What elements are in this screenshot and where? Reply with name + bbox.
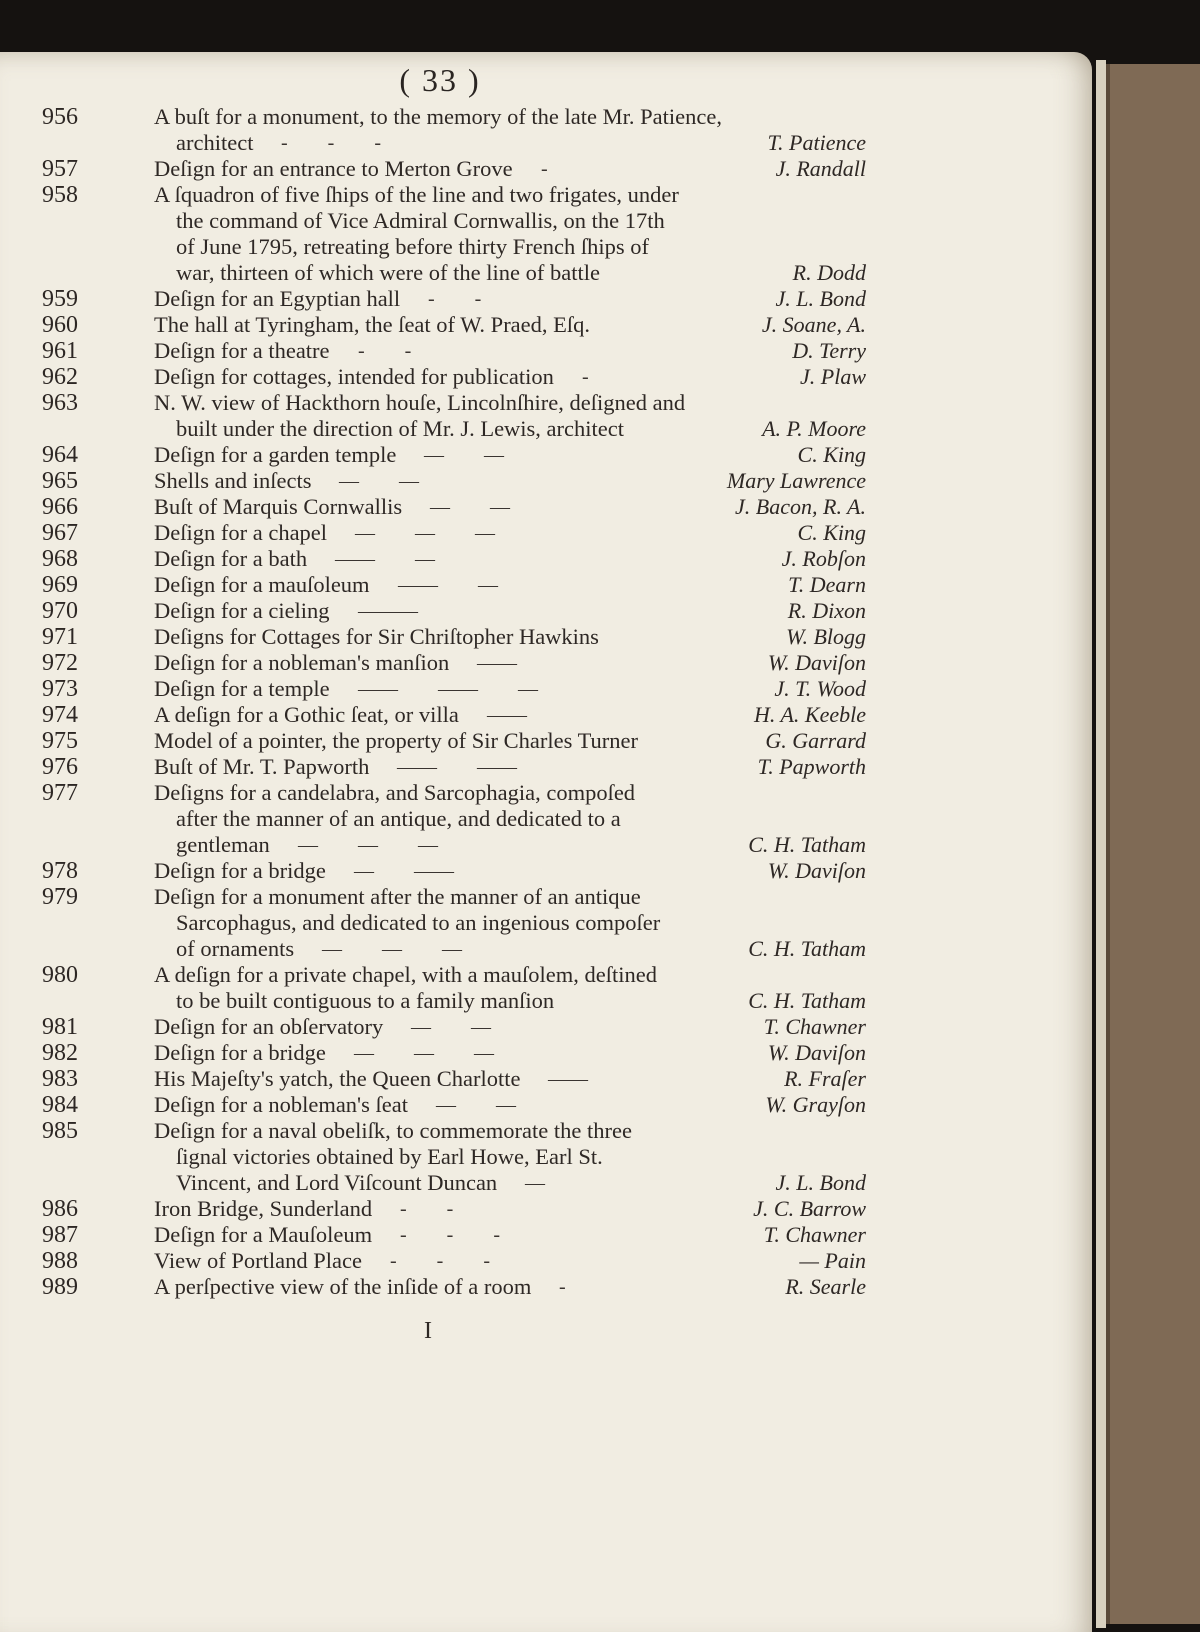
entry-title-text: Deſign for an entrance to Merton Grove: [154, 156, 513, 181]
entry-title-text: of ornaments: [176, 936, 295, 961]
entry-title-text: Deſigns for Cottages for Sir Chriſtopher Hawkins: [154, 624, 599, 649]
entry-title-text: Buſt of Marquis Cornwallis: [154, 494, 403, 519]
entry-number: 971: [42, 624, 78, 650]
leader-dashes: — —: [430, 496, 510, 518]
entry-line: [154, 1066, 880, 1092]
entry-body: [154, 468, 880, 494]
entry-number: 957: [42, 156, 78, 182]
artist-name: C. King: [797, 442, 866, 467]
entry-title-text: A deſign for a private chapel, with a mauſolem, deſtined: [154, 962, 657, 987]
catalogue-entry: [0, 312, 880, 338]
entry-number: 972: [42, 650, 78, 676]
entry-title-text: A buſt for a monument, to the memory of the late Mr. Patience,: [154, 104, 722, 129]
entry-number: 982: [42, 1040, 78, 1066]
entry-title-text: Deſign for a theatre: [154, 338, 330, 363]
entry-body: [154, 494, 880, 520]
entry-line: [154, 858, 880, 884]
catalogue-entry: [0, 338, 880, 364]
catalogue-entry: [0, 1014, 880, 1040]
artist-name: A. P. Moore: [762, 416, 866, 441]
entry-line: [154, 676, 880, 702]
entry-line: [154, 312, 880, 338]
entry-body: [154, 572, 880, 598]
catalogue-entry: [0, 286, 880, 312]
entry-body: [154, 650, 880, 676]
catalogue-entry: [0, 1040, 880, 1066]
artist-name: J. L. Bond: [775, 1170, 866, 1195]
entry-number: 962: [42, 364, 78, 390]
page-edges: [1096, 60, 1106, 1628]
entry-body: [154, 104, 880, 156]
entry-title-text: built under the direction of Mr. J. Lewis, architect: [176, 416, 625, 441]
catalogue-entry: [0, 780, 880, 858]
artist-name: R. Fraſer: [784, 1066, 866, 1091]
entry-body: [154, 624, 880, 650]
entry-body: [154, 390, 880, 442]
entry-line: [154, 962, 880, 988]
entry-line: [154, 286, 880, 312]
entry-title-text: of June 1795, retreating before thirty French ſhips of: [176, 234, 649, 259]
artist-name: J. Plaw: [800, 364, 866, 389]
entry-line: [154, 1040, 880, 1066]
entry-number: 988: [42, 1248, 78, 1274]
entry-title-text: N. W. view of Hackthorn houſe, Lincolnſhire, deſigned and: [154, 390, 686, 415]
entry-title-text: A ſquadron of five ſhips of the line and two frigates, under: [154, 182, 679, 207]
entry-number: 977: [42, 780, 78, 806]
catalogue-entry: [0, 1118, 880, 1196]
artist-name: J. Randall: [775, 156, 866, 181]
leader-dashes: — —: [411, 1016, 491, 1038]
catalogue-entry: [0, 546, 880, 572]
leader-dashes: —— —: [398, 574, 498, 596]
entry-line: [154, 416, 880, 442]
artist-name: T. Chawner: [763, 1222, 866, 1247]
entry-body: [154, 1118, 880, 1196]
artist-name: G. Garrard: [765, 728, 866, 753]
catalogue-entry: [0, 572, 880, 598]
leader-dashes: - -: [358, 340, 412, 362]
artist-name: J. T. Wood: [774, 676, 866, 701]
entry-title-text: the command of Vice Admiral Cornwallis, on the 17th: [176, 208, 665, 233]
leader-dashes: - - -: [400, 1224, 500, 1246]
entry-title-text: Deſign for a Mauſoleum: [154, 1222, 373, 1247]
entry-line: [154, 702, 880, 728]
leader-dashes: — — —: [322, 938, 462, 960]
artist-name: T. Patience: [767, 130, 866, 155]
entry-body: [154, 1066, 880, 1092]
artist-name: — Pain: [799, 1248, 866, 1273]
entry-line: [154, 234, 880, 260]
catalogue-entry: [0, 156, 880, 182]
artist-name: R. Dodd: [792, 260, 866, 285]
entry-body: [154, 1248, 880, 1274]
entry-line: [154, 624, 880, 650]
entry-number: 984: [42, 1092, 78, 1118]
entry-body: [154, 442, 880, 468]
entry-title-text: architect: [176, 130, 254, 155]
entry-title-text: war, thirteen of which were of the line of battle: [176, 260, 600, 285]
entry-body: [154, 1092, 880, 1118]
entry-line: [154, 988, 880, 1014]
entry-title-text: Buſt of Mr. T. Papworth: [154, 754, 370, 779]
catalogue-entry: [0, 1196, 880, 1222]
catalogue-entry: [0, 624, 880, 650]
entry-body: [154, 884, 880, 962]
entry-body: [154, 338, 880, 364]
entry-line: [154, 1248, 880, 1274]
artist-name: D. Terry: [792, 338, 866, 363]
leader-dashes: —— —— —: [358, 678, 538, 700]
entry-number: 989: [42, 1274, 78, 1300]
entry-line: [154, 1170, 880, 1196]
artist-name: W. Daviſon: [767, 1040, 866, 1065]
catalogue-entry: [0, 1222, 880, 1248]
leader-dashes: — ——: [354, 860, 454, 882]
entry-body: [154, 754, 880, 780]
entry-title-text: The hall at Tyringham, the ſeat of W. Praed, Eſq.: [154, 312, 591, 337]
entry-number: 956: [42, 104, 78, 130]
entry-title-text: Deſign for an obſervatory: [154, 1014, 384, 1039]
entry-number: 974: [42, 702, 78, 728]
entry-number: 980: [42, 962, 78, 988]
entry-body: [154, 962, 880, 1014]
entry-line: [154, 1144, 880, 1170]
entry-line: [154, 1014, 880, 1040]
entry-body: [154, 286, 880, 312]
entry-line: [154, 390, 880, 416]
artist-name: W. Grayſon: [765, 1092, 866, 1117]
artist-name: J. Soane, A.: [761, 312, 866, 337]
entry-number: 976: [42, 754, 78, 780]
entry-number: 960: [42, 312, 78, 338]
entry-number: 981: [42, 1014, 78, 1040]
entry-title-text: Deſigns for a candelabra, and Sarcophagia, compoſed: [154, 780, 636, 805]
catalogue-entry: [0, 442, 880, 468]
leader-dashes: ——: [487, 704, 527, 726]
entry-number: 986: [42, 1196, 78, 1222]
book-cover-board: [1104, 64, 1200, 1624]
leader-dashes: -: [559, 1276, 566, 1298]
leader-dashes: -: [582, 366, 589, 388]
entry-title-text: Deſign for a bridge: [154, 1040, 326, 1065]
entry-body: [154, 182, 880, 286]
entry-line: [154, 910, 880, 936]
entry-body: [154, 1274, 880, 1300]
entry-line: [154, 1092, 880, 1118]
entry-number: 968: [42, 546, 78, 572]
entry-body: [154, 598, 880, 624]
entry-body: [154, 780, 880, 858]
leader-dashes: ——: [477, 652, 517, 674]
artist-name: C. H. Tatham: [748, 936, 866, 961]
entry-line: [154, 364, 880, 390]
leader-dashes: — — —: [355, 522, 495, 544]
leader-dashes: -: [541, 158, 548, 180]
entry-title-text: Model of a pointer, the property of Sir Charles Turner: [154, 728, 639, 753]
entry-body: [154, 1040, 880, 1066]
leader-dashes: ——: [548, 1068, 588, 1090]
artist-name: W. Blogg: [786, 624, 866, 649]
entry-title-text: View of Portland Place: [154, 1248, 362, 1273]
entry-body: [154, 156, 880, 182]
entry-number: 987: [42, 1222, 78, 1248]
artist-name: C. H. Tatham: [748, 832, 866, 857]
entry-number: 966: [42, 494, 78, 520]
entry-line: [154, 1118, 880, 1144]
signature-mark: I: [424, 1318, 432, 1344]
entry-line: [154, 650, 880, 676]
artist-name: W. Daviſon: [767, 650, 866, 675]
entry-body: [154, 1014, 880, 1040]
entry-number: 964: [42, 442, 78, 468]
artist-name: J. L. Bond: [775, 286, 866, 311]
entry-line: [154, 130, 880, 156]
catalogue-entry: [0, 754, 880, 780]
leader-dashes: —— —: [335, 548, 435, 570]
entry-number: 967: [42, 520, 78, 546]
entry-line: [154, 884, 880, 910]
entry-line: [154, 520, 880, 546]
leader-dashes: — —: [436, 1094, 516, 1116]
entry-body: [154, 676, 880, 702]
entry-title-text: Deſign for a bath: [154, 546, 308, 571]
catalogue-entry: [0, 104, 880, 156]
entry-number: 985: [42, 1118, 78, 1144]
catalogue-entry: [0, 1274, 880, 1300]
entry-body: [154, 546, 880, 572]
catalogue-entry: [0, 1066, 880, 1092]
catalogue-entry: [0, 598, 880, 624]
catalogue-entry: [0, 364, 880, 390]
entry-line: [154, 156, 880, 182]
entry-line: [154, 338, 880, 364]
catalogue-entry: [0, 650, 880, 676]
entry-title-text: Deſign for a bridge: [154, 858, 326, 883]
catalogue-entry: [0, 962, 880, 1014]
artist-name: T. Dearn: [788, 572, 866, 597]
entry-line: [154, 494, 880, 520]
entry-title-text: Deſign for a nobleman's manſion: [154, 650, 450, 675]
artist-name: W. Daviſon: [767, 858, 866, 883]
catalogue-entry: [0, 884, 880, 962]
catalogue-entry: [0, 1092, 880, 1118]
entry-title-text: Deſign for cottages, intended for publication: [154, 364, 554, 389]
page-number: ( 33 ): [399, 62, 481, 98]
entry-title-text: Deſign for an Egyptian hall: [154, 286, 401, 311]
entry-number: 973: [42, 676, 78, 702]
catalogue-entry: [0, 858, 880, 884]
entry-title-text: Vincent, and Lord Viſcount Duncan: [176, 1170, 498, 1195]
entry-line: [154, 806, 880, 832]
entry-title-text: Deſign for a mauſoleum: [154, 572, 370, 597]
leader-dashes: — —: [424, 444, 504, 466]
artist-name: J. Robſon: [781, 546, 866, 571]
leader-dashes: ———: [358, 600, 418, 622]
entry-number: 969: [42, 572, 78, 598]
catalogue-entry: [0, 468, 880, 494]
artist-name: J. Bacon, R. A.: [735, 494, 866, 519]
entry-title-text: A perſpective view of the inſide of a room: [154, 1274, 532, 1299]
entry-line: [154, 780, 880, 806]
leader-dashes: - - -: [390, 1250, 490, 1272]
entry-line: [154, 182, 880, 208]
entry-body: [154, 364, 880, 390]
artist-name: T. Chawner: [763, 1014, 866, 1039]
entry-number: 978: [42, 858, 78, 884]
entry-title-text: Deſign for a chapel: [154, 520, 328, 545]
catalogue-entries: [0, 104, 880, 1300]
entry-number: 975: [42, 728, 78, 754]
entry-title-text: Deſign for a nobleman's ſeat: [154, 1092, 408, 1117]
entry-line: [154, 1274, 880, 1300]
entry-number: 965: [42, 468, 78, 494]
entry-line: [154, 754, 880, 780]
catalogue-entry: [0, 390, 880, 442]
entry-number: 983: [42, 1066, 78, 1092]
entry-line: [154, 936, 880, 962]
catalogue-entry: [0, 702, 880, 728]
catalogue-entry: [0, 182, 880, 286]
entry-line: [154, 728, 880, 754]
entry-line: [154, 546, 880, 572]
entry-body: [154, 312, 880, 338]
entry-line: [154, 1196, 880, 1222]
artist-name: C. King: [797, 520, 866, 545]
catalogue-entry: [0, 728, 880, 754]
entry-title-text: Deſign for a naval obeliſk, to commemorate the three: [154, 1118, 632, 1143]
entry-title-text: after the manner of an antique, and dedicated to a: [176, 806, 621, 831]
entry-title-text: gentleman: [176, 832, 270, 857]
entry-body: [154, 1222, 880, 1248]
catalogue-entry: [0, 676, 880, 702]
entry-line: [154, 260, 880, 286]
leader-dashes: — —: [339, 470, 419, 492]
leader-dashes: - -: [400, 1198, 454, 1220]
leader-dashes: - - -: [281, 132, 381, 154]
entry-number: 958: [42, 182, 78, 208]
entry-title-text: Iron Bridge, Sunderland: [154, 1196, 373, 1221]
entry-line: [154, 832, 880, 858]
artist-name: Mary Lawrence: [726, 468, 866, 493]
leader-dashes: — — —: [298, 834, 438, 856]
entry-title-text: A deſign for a Gothic ſeat, or villa: [154, 702, 459, 727]
leader-dashes: —— ——: [397, 756, 517, 778]
artist-name: T. Papworth: [757, 754, 866, 779]
entry-line: [154, 1222, 880, 1248]
entry-line: [154, 208, 880, 234]
entry-line: [154, 104, 880, 130]
entry-body: [154, 858, 880, 884]
leader-dashes: —: [525, 1172, 545, 1194]
entry-number: 961: [42, 338, 78, 364]
entry-title-text: Deſign for a monument after the manner of an antique: [154, 884, 641, 909]
entry-title-text: to be built contiguous to a family manſion: [176, 988, 555, 1013]
entry-body: [154, 1196, 880, 1222]
entry-line: [154, 572, 880, 598]
entry-body: [154, 728, 880, 754]
entry-line: [154, 468, 880, 494]
entry-title-text: Shells and inſects: [154, 468, 312, 493]
artist-name: R. Dixon: [787, 598, 866, 623]
catalogue-entry: [0, 494, 880, 520]
catalogue-entry: [0, 1248, 880, 1274]
entry-number: 970: [42, 598, 78, 624]
entry-title-text: Deſign for a garden temple: [154, 442, 397, 467]
leader-dashes: — — —: [354, 1042, 494, 1064]
entry-line: [154, 442, 880, 468]
entry-body: [154, 520, 880, 546]
entry-title-text: Deſign for a temple: [154, 676, 330, 701]
entry-number: 979: [42, 884, 78, 910]
entry-title-text: Deſign for a cieling: [154, 598, 330, 623]
entry-title-text: ſignal victories obtained by Earl Howe, Earl St.: [176, 1144, 603, 1169]
entry-title-text: Sarcophagus, and dedicated to an ingenious compoſer: [176, 910, 661, 935]
catalogue-entry: [0, 520, 880, 546]
entry-number: 963: [42, 390, 78, 416]
entry-line: [154, 598, 880, 624]
artist-name: H. A. Keeble: [753, 702, 866, 727]
artist-name: J. C. Barrow: [753, 1196, 866, 1221]
artist-name: C. H. Tatham: [748, 988, 866, 1013]
entry-title-text: His Majeſty's yatch, the Queen Charlotte: [154, 1066, 521, 1091]
leader-dashes: - -: [428, 288, 482, 310]
entry-number: 959: [42, 286, 78, 312]
entry-body: [154, 702, 880, 728]
artist-name: R. Searle: [785, 1274, 866, 1299]
